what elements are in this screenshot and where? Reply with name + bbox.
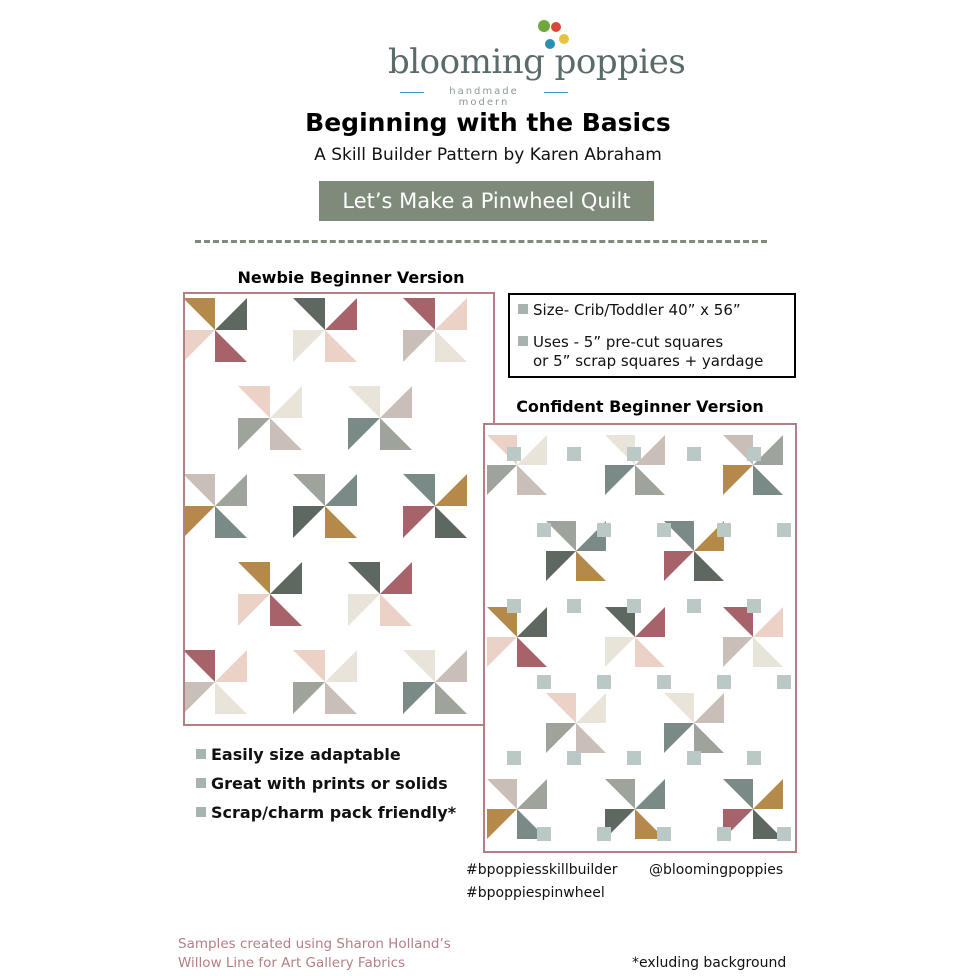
quilt-triangle	[435, 506, 467, 538]
quilt-square	[597, 523, 611, 537]
quilt-square	[537, 675, 551, 689]
quilt-triangle	[185, 650, 215, 682]
feature-text: Easily size adaptable	[211, 745, 401, 764]
quilt-triangle	[546, 723, 576, 753]
quilt-triangle	[635, 637, 665, 667]
quilt-triangle	[185, 298, 215, 330]
quilt-triangle	[270, 562, 302, 594]
quilt-triangle	[380, 594, 412, 626]
info-uses-cont-text: or 5” scrap squares + yardage	[533, 352, 764, 370]
quilt-triangle	[270, 418, 302, 450]
quilt-triangle	[293, 682, 325, 714]
quilt-triangle	[517, 779, 547, 809]
quilt-triangle	[215, 474, 247, 506]
quilt-triangle	[694, 693, 724, 723]
quilt-triangle	[215, 298, 247, 330]
info-size	[518, 301, 741, 319]
quilt-square	[747, 599, 761, 613]
quilt-triangle	[403, 506, 435, 538]
quilt-square	[597, 675, 611, 689]
quilt-triangle	[348, 594, 380, 626]
quilt-triangle	[664, 551, 694, 581]
logo	[380, 14, 686, 108]
confident-version-label: Confident Beginner Version	[516, 397, 764, 416]
quilt-triangle	[487, 809, 517, 839]
tagline-rule-right	[544, 92, 568, 93]
quilt-triangle	[753, 465, 783, 495]
bullet-square-icon	[518, 336, 528, 346]
quilt-triangle	[605, 779, 635, 809]
quilt-square	[597, 827, 611, 841]
quilt-square	[507, 447, 521, 461]
quilt-triangle	[487, 637, 517, 667]
quilt-triangle	[215, 330, 247, 362]
quilt-triangle	[185, 474, 215, 506]
quilt-triangle	[664, 723, 694, 753]
quilt-triangle	[517, 465, 547, 495]
quilt-triangle	[517, 607, 547, 637]
quilt-triangle	[293, 474, 325, 506]
quilt-triangle	[238, 562, 270, 594]
quilt-triangle	[325, 474, 357, 506]
page-subtitle: A Skill Builder Pattern by Karen Abraham	[314, 145, 662, 165]
dashed-divider	[195, 240, 767, 243]
quilt-triangle	[403, 682, 435, 714]
quilt-square	[717, 827, 731, 841]
confident-quilt-image	[483, 423, 797, 853]
poppy-dot-red	[551, 22, 561, 32]
quilt-triangle	[325, 682, 357, 714]
quilt-triangle	[348, 418, 380, 450]
quilt-square	[747, 751, 761, 765]
info-box	[508, 293, 796, 378]
quilt-square	[717, 675, 731, 689]
quilt-triangle	[293, 330, 325, 362]
hashtag-skillbuilder: #bpoppiesskillbuilder	[466, 862, 618, 878]
feature-item	[196, 745, 456, 774]
samples-credit-line-1: Samples created using Sharon Holland’s	[178, 936, 451, 952]
quilt-triangle	[238, 594, 270, 626]
feature-list	[196, 745, 456, 832]
feature-text: Great with prints or solids	[211, 774, 448, 793]
quilt-triangle	[753, 779, 783, 809]
quilt-triangle	[576, 693, 606, 723]
quilt-square	[507, 599, 521, 613]
quilt-triangle	[293, 506, 325, 538]
quilt-triangle	[435, 474, 467, 506]
quilt-square	[537, 827, 551, 841]
logo-tagline-row	[400, 86, 568, 108]
quilt-triangle	[723, 465, 753, 495]
quilt-triangle	[403, 650, 435, 682]
bullet-square-icon	[518, 304, 528, 314]
quilt-square	[777, 523, 791, 537]
bullet-square-icon	[196, 807, 206, 817]
tagline-rule-left	[400, 92, 424, 93]
poppy-dot-green	[538, 20, 550, 32]
quilt-triangle	[238, 386, 270, 418]
quilt-triangle	[215, 682, 247, 714]
quilt-triangle	[605, 465, 635, 495]
feature-item	[196, 774, 456, 803]
quilt-triangle	[403, 474, 435, 506]
page-title: Beginning with the Basics	[305, 108, 671, 137]
quilt-triangle	[380, 418, 412, 450]
quilt-triangle	[325, 650, 357, 682]
quilt-triangle	[635, 465, 665, 495]
quilt-square	[567, 447, 581, 461]
hashtag-pinwheel: #bpoppiespinwheel	[466, 885, 605, 901]
quilt-triangle	[348, 386, 380, 418]
pattern-banner: Let’s Make a Pinwheel Quilt	[319, 181, 654, 221]
quilt-square	[717, 523, 731, 537]
quilt-triangle	[694, 551, 724, 581]
quilt-triangle	[215, 506, 247, 538]
quilt-square	[627, 751, 641, 765]
quilt-square	[657, 675, 671, 689]
quilt-triangle	[185, 682, 215, 714]
bullet-square-icon	[196, 778, 206, 788]
quilt-triangle	[576, 551, 606, 581]
quilt-triangle	[185, 506, 215, 538]
quilt-triangle	[723, 779, 753, 809]
quilt-triangle	[435, 330, 467, 362]
quilt-square	[687, 751, 701, 765]
quilt-triangle	[605, 637, 635, 667]
quilt-triangle	[293, 650, 325, 682]
quilt-square	[687, 599, 701, 613]
quilt-triangle	[487, 779, 517, 809]
quilt-triangle	[325, 330, 357, 362]
newbie-quilt-image	[183, 292, 495, 726]
bullet-square-icon	[196, 749, 206, 759]
quilt-triangle	[435, 298, 467, 330]
quilt-triangle	[380, 386, 412, 418]
quilt-triangle	[753, 637, 783, 667]
quilt-triangle	[517, 435, 547, 465]
quilt-triangle	[325, 298, 357, 330]
confident-quilt-drawing	[485, 425, 795, 851]
quilt-triangle	[348, 562, 380, 594]
quilt-triangle	[635, 779, 665, 809]
quilt-triangle	[694, 723, 724, 753]
samples-credit-line-2: Willow Line for Art Gallery Fabrics	[178, 955, 406, 971]
quilt-square	[627, 599, 641, 613]
quilt-square	[537, 523, 551, 537]
logo-wordmark: blooming poppies	[388, 42, 686, 82]
quilt-triangle	[546, 551, 576, 581]
feature-text: Scrap/charm pack friendly*	[211, 803, 457, 822]
quilt-square	[507, 751, 521, 765]
quilt-triangle	[270, 386, 302, 418]
quilt-triangle	[215, 650, 247, 682]
social-handle: @bloomingpoppies	[649, 862, 784, 878]
quilt-triangle	[380, 562, 412, 594]
newbie-quilt-drawing	[185, 294, 493, 724]
quilt-triangle	[403, 298, 435, 330]
quilt-triangle	[270, 594, 302, 626]
feature-item	[196, 803, 456, 832]
quilt-square	[567, 751, 581, 765]
quilt-square	[627, 447, 641, 461]
logo-tagline: handmade modern	[449, 86, 519, 108]
info-uses-text: Uses - 5” pre-cut squares	[533, 333, 724, 351]
quilt-triangle	[723, 637, 753, 667]
quilt-triangle	[517, 637, 547, 667]
footnote: *exluding background	[632, 955, 787, 971]
samples-credit	[178, 935, 451, 973]
quilt-triangle	[435, 650, 467, 682]
quilt-triangle	[576, 723, 606, 753]
quilt-triangle	[487, 465, 517, 495]
info-uses-cont	[533, 352, 763, 370]
quilt-triangle	[185, 330, 215, 362]
quilt-triangle	[238, 418, 270, 450]
quilt-square	[687, 447, 701, 461]
quilt-triangle	[664, 693, 694, 723]
newbie-version-label: Newbie Beginner Version	[237, 268, 465, 287]
quilt-square	[747, 447, 761, 461]
quilt-square	[657, 523, 671, 537]
quilt-square	[657, 827, 671, 841]
quilt-square	[777, 827, 791, 841]
info-size-text: Size- Crib/Toddler 40” x 56”	[533, 301, 741, 319]
quilt-triangle	[546, 693, 576, 723]
quilt-triangle	[403, 330, 435, 362]
quilt-square	[777, 675, 791, 689]
quilt-triangle	[325, 506, 357, 538]
quilt-triangle	[435, 682, 467, 714]
quilt-triangle	[293, 298, 325, 330]
info-uses	[518, 333, 723, 351]
quilt-square	[567, 599, 581, 613]
